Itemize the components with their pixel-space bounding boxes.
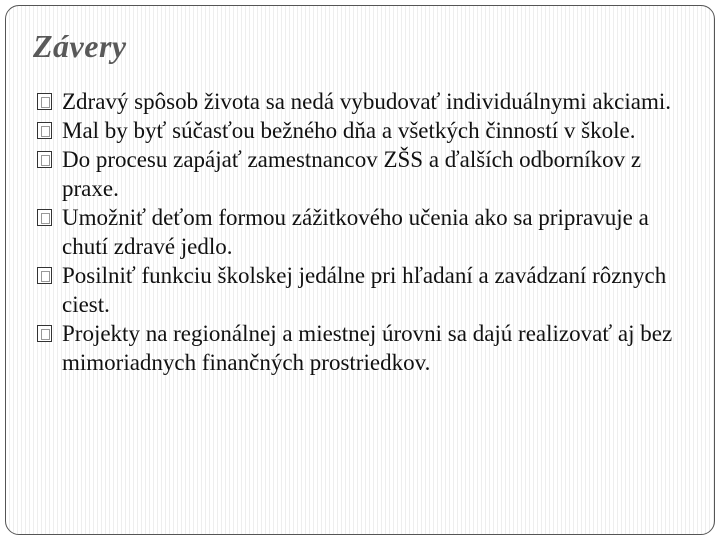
bullet-item: [34, 87, 674, 116]
bullet-item: [34, 116, 674, 145]
bullet-item: [34, 145, 674, 203]
bullet-text: Projekty na regionálnej a miestnej úrovni sa dajú realizovať aj bez mimoriadnych finančných prostriedkov.: [62, 321, 673, 375]
square-bullet-icon: [37, 325, 52, 342]
bullet-text: Umožniť deťom formou zážitkového učenia ako sa pripravuje a chutí zdravé jedlo.: [62, 205, 649, 259]
square-bullet-icon: [37, 93, 52, 110]
bullet-list: [34, 87, 674, 377]
slide-frame: [5, 5, 715, 535]
bullet-item: [34, 203, 674, 261]
square-bullet-icon: [37, 122, 52, 139]
square-bullet-icon: [37, 267, 52, 284]
slide-title: Závery: [33, 28, 127, 64]
square-bullet-icon: [37, 151, 52, 168]
bullet-text: Zdravý spôsob života sa nedá vybudovať individuálnymi akciami.: [62, 89, 671, 114]
bullet-text: Mal by byť súčasťou bežného dňa a všetkých činností v škole.: [62, 118, 636, 143]
bullet-item: [34, 261, 674, 319]
square-bullet-icon: [37, 209, 52, 226]
bullet-text: Do procesu zapájať zamestnancov ZŠS a ďalších odborníkov z praxe.: [62, 147, 642, 201]
bullet-text: Posilniť funkciu školskej jedálne pri hľadaní a zavádzaní rôznych ciest.: [62, 263, 667, 317]
bullet-item: [34, 319, 674, 377]
